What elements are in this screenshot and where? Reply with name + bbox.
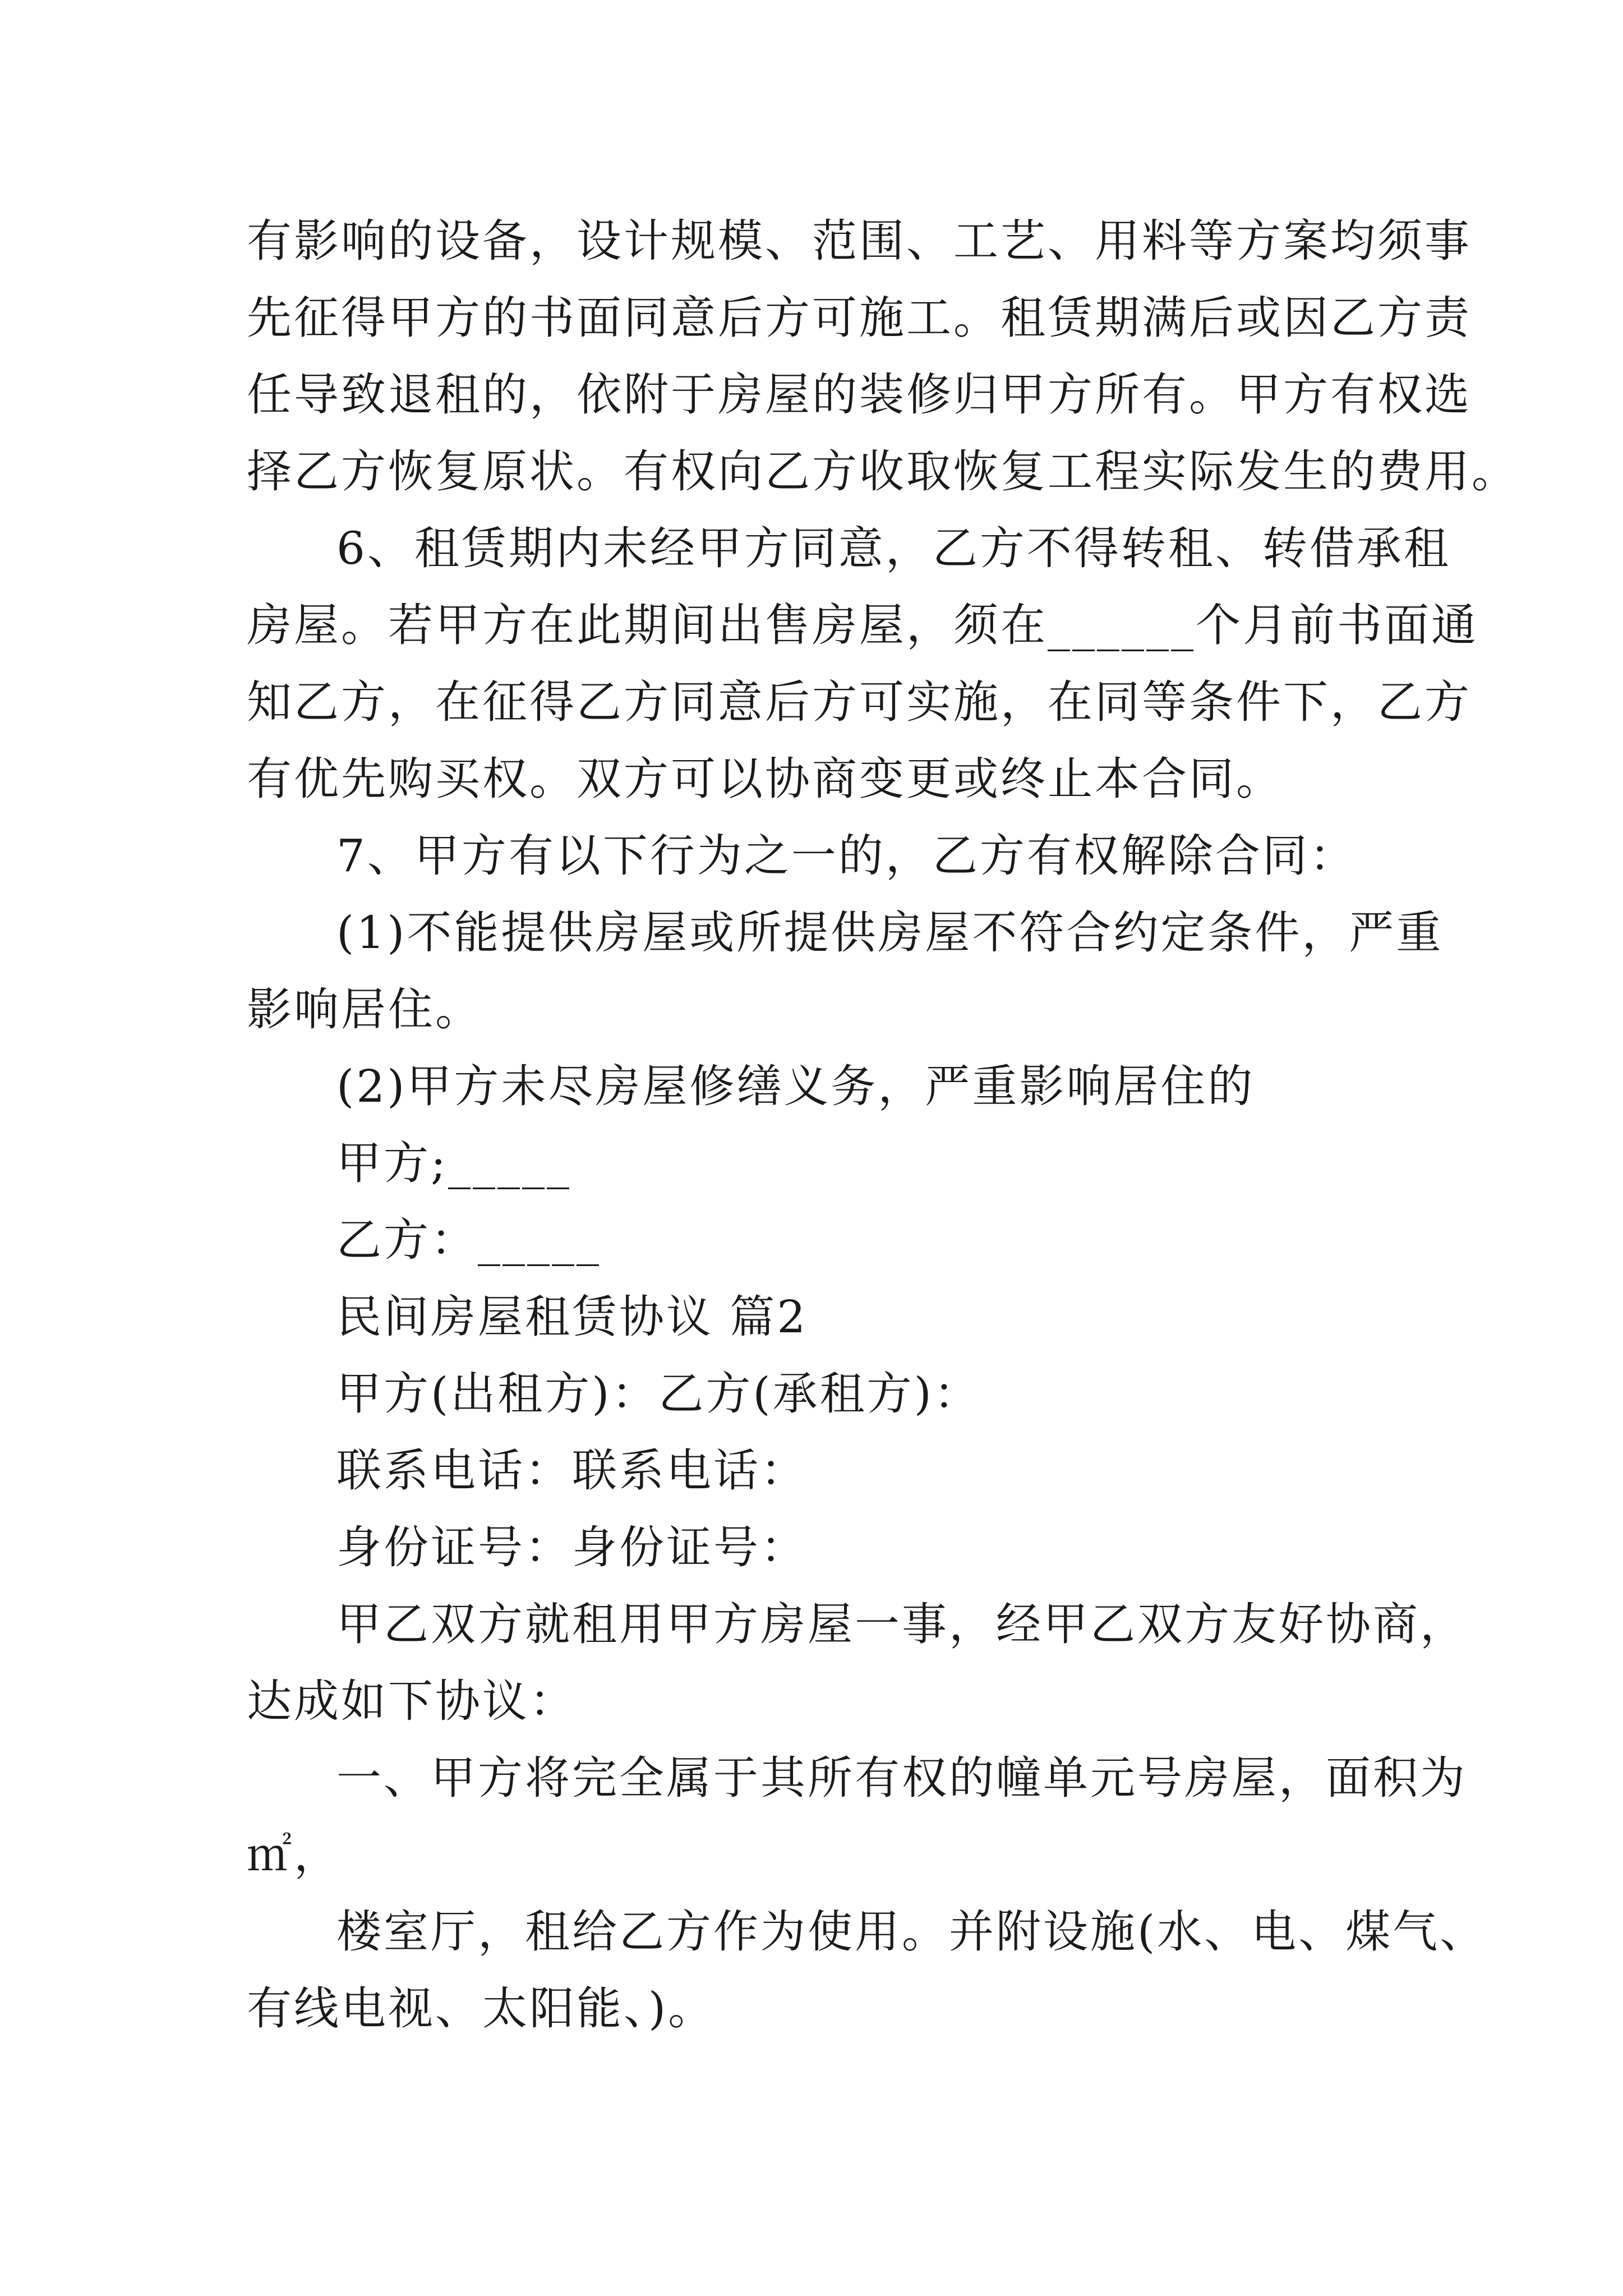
signature-party-b: 乙方：_____ <box>336 1214 601 1266</box>
text-line: 身份证号：身份证号： <box>336 1521 808 1573</box>
text-line: 6、租赁期内未经甲方同意，乙方不得转租、转借承租 <box>336 522 1451 574</box>
text-line: 楼室厅，租给乙方作为使用。并附设施(水、电、煤气、 <box>336 1906 1487 1958</box>
text-line: 房屋。若甲方在此期间出售房屋，须在______个月前书面通 <box>247 599 1478 651</box>
text-line: 知乙方，在征得乙方同意后方可实施，在同等条件下，乙方 <box>247 676 1472 728</box>
section-title: 民间房屋租赁协议 篇2 <box>336 1291 808 1343</box>
text-line: 一、甲方将完全属于其所有权的幢单元号房屋，面积为 <box>336 1752 1467 1804</box>
text-line: 有优先购买权。双方可以协商变更或终止本合同。 <box>247 753 1283 805</box>
text-line: 先征得甲方的书面同意后方可施工。租赁期满后或因乙方责 <box>247 292 1472 344</box>
text-line: (2)甲方未尽房屋修缮义务，严重影响居住的 <box>336 1060 1255 1112</box>
text-line: (1)不能提供房屋或所提供房屋不符合约定条件，严重 <box>336 907 1444 959</box>
text-line: 7、甲方有以下行为之一的，乙方有权解除合同： <box>336 830 1357 882</box>
signature-party-a: 甲方;_____ <box>336 1137 571 1189</box>
text-line: 影响居住。 <box>247 983 482 1036</box>
text-line: 任导致退租的，依附于房屋的装修归甲方所有。甲方有权选 <box>247 369 1472 421</box>
text-line: 有线电视、太阳能、)。 <box>247 1982 716 2035</box>
text-line: 甲方(出租方)：乙方(承租方)： <box>336 1368 981 1420</box>
text-line: 达成如下协议： <box>247 1675 577 1727</box>
text-line: 择乙方恢复原状。有权向乙方收取恢复工程实际发生的费用。 <box>247 445 1519 498</box>
text-line: 有影响的设备，设计规模、范围、工艺、用料等方案均须事 <box>247 215 1472 267</box>
text-line: 联系电话：联系电话： <box>336 1444 808 1497</box>
text-line: 甲乙双方就租用甲方房屋一事，经甲乙双方友好协商， <box>336 1598 1467 1650</box>
text-line: ㎡， <box>247 1829 341 1881</box>
